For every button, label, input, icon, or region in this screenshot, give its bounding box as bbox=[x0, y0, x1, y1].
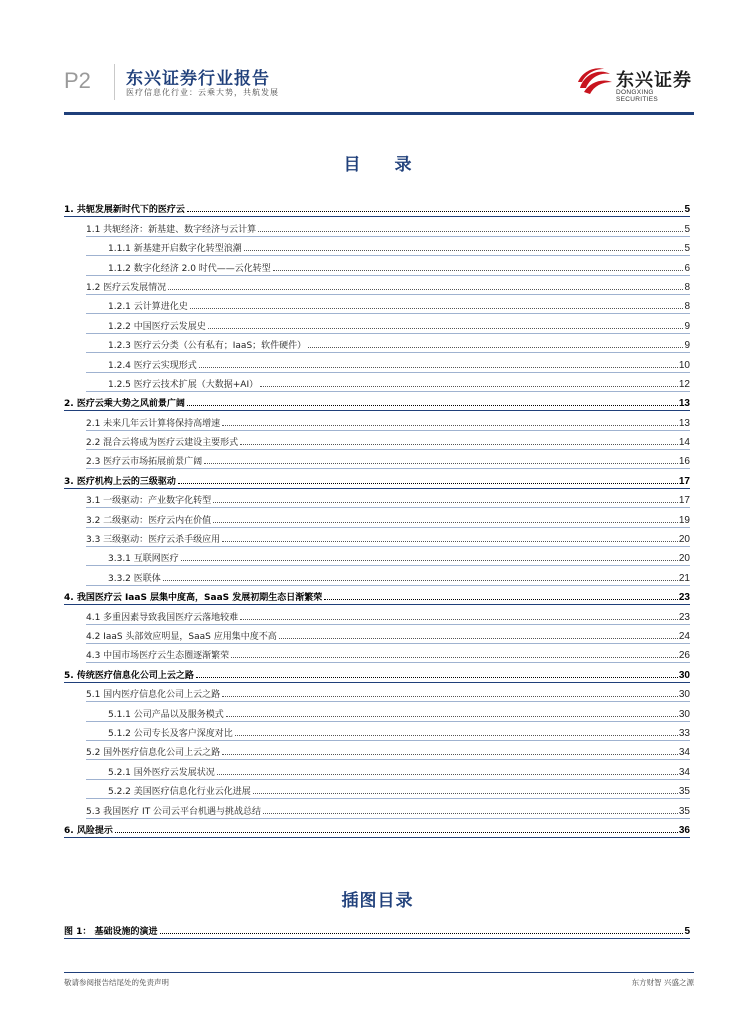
toc-entry-label: 1.1.1 新基建开启数字化转型浪潮 bbox=[108, 244, 242, 255]
dot-leader bbox=[222, 541, 678, 542]
toc-entry[interactable] bbox=[64, 411, 690, 430]
figure-entry-page: 5 bbox=[684, 926, 690, 938]
dot-leader bbox=[222, 696, 678, 697]
toc-entry-label: 4.2 IaaS 头部效应明显，SaaS 应用集中度不高 bbox=[86, 631, 277, 642]
toc-entry[interactable] bbox=[64, 217, 690, 236]
dot-leader bbox=[273, 270, 684, 271]
toc-entry-page: 17 bbox=[678, 475, 690, 487]
dot-leader bbox=[163, 580, 678, 581]
dot-leader bbox=[279, 638, 678, 639]
dot-leader bbox=[263, 813, 678, 814]
toc-entry-label: 5.3 我国医疗 IT 公司云平台机遇与挑战总结 bbox=[86, 806, 262, 817]
toc-entry-label: 4.3 中国市场医疗云生态圈逐渐繁荣 bbox=[86, 651, 230, 662]
toc-entry-label: 5.2 国外医疗信息化公司上云之路 bbox=[86, 748, 221, 759]
dot-leader bbox=[226, 716, 678, 717]
dot-leader bbox=[240, 619, 678, 620]
toc-entry-label: 2. 医疗云乘大势之风前景广阔 bbox=[64, 399, 185, 410]
toc-entry[interactable] bbox=[64, 295, 690, 314]
toc-entry-label: 5.2.1 国外医疗云发展状况 bbox=[108, 767, 215, 778]
toc-entry-page: 5 bbox=[684, 204, 690, 216]
dot-leader bbox=[258, 231, 683, 232]
toc-entry[interactable] bbox=[64, 528, 690, 547]
toc-entry-page: 36 bbox=[678, 824, 690, 836]
toc-entry-page: 30 bbox=[678, 708, 690, 720]
toc-entry-label: 3. 医疗机构上云的三级驱动 bbox=[64, 476, 176, 487]
toc-entry[interactable] bbox=[64, 392, 690, 411]
toc-entry[interactable] bbox=[64, 314, 690, 333]
toc-entry[interactable] bbox=[64, 625, 690, 644]
toc-entry-label: 3.3 三级驱动：医疗云杀手级应用 bbox=[86, 535, 221, 546]
toc-entry[interactable] bbox=[64, 237, 690, 256]
toc-entry-page: 5 bbox=[684, 243, 690, 255]
toc-entry[interactable] bbox=[64, 741, 690, 760]
toc-entry-label: 5.1.1 公司产品以及服务模式 bbox=[108, 709, 224, 720]
toc-entry-page: 8 bbox=[684, 301, 690, 313]
toc-entry[interactable] bbox=[64, 566, 690, 585]
toc-entry-label: 4.1 多重因素导致我国医疗云落地较难 bbox=[86, 612, 239, 623]
footer-disclaimer: 敬请参阅报告结尾处的免责声明 bbox=[64, 978, 169, 987]
toc-entry-page: 14 bbox=[678, 437, 690, 449]
logo-chinese-name: 东兴证券 bbox=[616, 70, 692, 91]
header-separator bbox=[114, 64, 115, 100]
toc-entry-page: 12 bbox=[678, 378, 690, 390]
toc-entry[interactable] bbox=[64, 256, 690, 275]
toc-entry-page: 23 bbox=[678, 611, 690, 623]
toc-entry-label: 1.1 共轭经济：新基建、数字经济与云计算 bbox=[86, 224, 257, 235]
toc-entry[interactable] bbox=[64, 547, 690, 566]
toc-entry-page: 21 bbox=[678, 572, 690, 584]
toc-entry[interactable] bbox=[64, 450, 690, 469]
toc-entry-label: 2.2 混合云将成为医疗云建设主要形式 bbox=[86, 438, 239, 449]
toc-entry[interactable] bbox=[64, 683, 690, 702]
toc-entry[interactable] bbox=[64, 198, 690, 217]
header-rule bbox=[64, 112, 694, 115]
toc-entry-label: 3.3.2 医联体 bbox=[108, 573, 161, 584]
dot-leader bbox=[178, 483, 678, 484]
toc-entry-label: 6. 风险提示 bbox=[64, 825, 113, 836]
dot-leader bbox=[160, 933, 684, 934]
toc-entry[interactable] bbox=[64, 644, 690, 663]
figure-entry-label: 图 1： 基础设施的演进 bbox=[64, 927, 158, 938]
figure-list-title: 插图目录 bbox=[341, 891, 414, 911]
toc-entry-page: 35 bbox=[678, 786, 690, 798]
toc-entry[interactable] bbox=[64, 353, 690, 372]
toc-entry-page: 20 bbox=[678, 534, 690, 546]
toc-entry-page: 5 bbox=[684, 223, 690, 235]
toc-entry-label: 3.1 一级驱动：产业数字化转型 bbox=[86, 496, 212, 507]
dot-leader bbox=[213, 502, 678, 503]
company-logo bbox=[574, 62, 694, 102]
footer-rule bbox=[64, 972, 694, 973]
dot-leader bbox=[208, 328, 684, 329]
dot-leader bbox=[235, 735, 678, 736]
dot-leader bbox=[168, 289, 683, 290]
toc-entry-page: 20 bbox=[678, 553, 690, 565]
toc-entry-label: 5. 传统医疗信息化公司上云之路 bbox=[64, 670, 194, 681]
toc-entry-label: 3.2 二级驱动：医疗云内在价值 bbox=[86, 515, 212, 526]
toc-entry-label: 1.2.3 医疗云分类（公有私有；IaaS；软件硬件） bbox=[108, 341, 307, 352]
dot-leader bbox=[308, 347, 683, 348]
toc-entry[interactable] bbox=[64, 276, 690, 295]
dot-leader bbox=[181, 560, 678, 561]
dot-leader bbox=[217, 774, 678, 775]
report-subtitle: 医疗信息化行业：云乘大势，共航发展 bbox=[126, 88, 279, 97]
dot-leader bbox=[213, 522, 678, 523]
toc-entry-page: 26 bbox=[678, 650, 690, 662]
toc-entry-label: 5.1 国内医疗信息化公司上云之路 bbox=[86, 690, 221, 701]
toc-entry-label: 1.2.4 医疗云实现形式 bbox=[108, 360, 197, 371]
toc-entry[interactable] bbox=[64, 760, 690, 779]
toc-entry-page: 34 bbox=[678, 766, 690, 778]
figure-list bbox=[64, 920, 690, 939]
toc-entry-label: 1.2.1 云计算进化史 bbox=[108, 302, 188, 313]
toc-entry[interactable] bbox=[64, 431, 690, 450]
dot-leader bbox=[244, 250, 684, 251]
toc-entry-page: 30 bbox=[678, 689, 690, 701]
toc-entry[interactable] bbox=[64, 334, 690, 353]
toc-entry[interactable] bbox=[64, 799, 690, 818]
dot-leader bbox=[240, 444, 678, 445]
toc-entry[interactable] bbox=[64, 586, 690, 605]
dot-leader bbox=[253, 793, 678, 794]
toc-entry-label: 1.2 医疗云发展情况 bbox=[86, 282, 167, 293]
toc-entry-label: 5.2.2 美国医疗信息化行业云化进展 bbox=[108, 787, 251, 798]
toc-entry-page: 13 bbox=[678, 398, 690, 410]
logo-english-name: DONGXING SECURITIES bbox=[616, 89, 659, 103]
dot-leader bbox=[187, 405, 678, 406]
toc-entry-label: 3.3.1 互联网医疗 bbox=[108, 554, 179, 565]
toc-entry[interactable] bbox=[64, 780, 690, 799]
toc-entry[interactable] bbox=[64, 508, 690, 527]
toc-entry[interactable] bbox=[64, 702, 690, 721]
toc-entry-page: 23 bbox=[678, 592, 690, 604]
toc-entry-page: 34 bbox=[678, 747, 690, 759]
page-header bbox=[64, 62, 694, 112]
dot-leader bbox=[222, 754, 678, 755]
toc-entry-page: 9 bbox=[684, 320, 690, 332]
figure-entry[interactable] bbox=[64, 920, 690, 939]
dot-leader bbox=[231, 657, 678, 658]
toc-entry-label: 1.2.5 医疗云技术扩展（大数据+AI） bbox=[108, 379, 259, 390]
toc-entry[interactable] bbox=[64, 663, 690, 682]
dot-leader bbox=[187, 211, 684, 212]
dot-leader bbox=[204, 463, 678, 464]
footer-slogan: 东方财智 兴盛之源 bbox=[631, 978, 694, 987]
toc-entry-page: 10 bbox=[678, 359, 690, 371]
toc-entry-page: 19 bbox=[678, 514, 690, 526]
toc-entry-label: 2.1 未来几年云计算将保持高增速 bbox=[86, 418, 221, 429]
dot-leader bbox=[196, 677, 678, 678]
dot-leader bbox=[324, 599, 678, 600]
toc-entry-page: 8 bbox=[684, 281, 690, 293]
toc-entry-page: 13 bbox=[678, 417, 690, 429]
toc-entry-page: 30 bbox=[678, 669, 690, 681]
report-title: 东兴证券行业报告 bbox=[126, 69, 270, 89]
dot-leader bbox=[190, 308, 684, 309]
toc-entry[interactable] bbox=[64, 819, 690, 838]
toc-title: 目 录 bbox=[343, 155, 426, 175]
toc-entry-page: 9 bbox=[684, 340, 690, 352]
toc-entry-label: 5.1.2 公司专长及客户深度对比 bbox=[108, 728, 233, 739]
dot-leader bbox=[222, 425, 678, 426]
page-number: P2 bbox=[64, 68, 91, 93]
logo-emblem-icon bbox=[576, 66, 614, 98]
toc-entry-label: 1.2.2 中国医疗云发展史 bbox=[108, 321, 206, 332]
toc-entry-label: 1. 共轭发展新时代下的医疗云 bbox=[64, 205, 185, 216]
toc-entry[interactable] bbox=[64, 722, 690, 741]
toc-entry-label: 1.1.2 数字化经济 2.0 时代——云化转型 bbox=[108, 263, 271, 274]
toc-entry-page: 16 bbox=[678, 456, 690, 468]
toc-entry[interactable] bbox=[64, 469, 690, 488]
toc-entry-label: 4. 我国医疗云 IaaS 层集中度高，SaaS 发展初期生态日渐繁荣 bbox=[64, 593, 323, 604]
toc-entry-page: 35 bbox=[678, 805, 690, 817]
toc-entry-page: 24 bbox=[678, 630, 690, 642]
toc-entry-page: 17 bbox=[678, 495, 690, 507]
toc-entry[interactable] bbox=[64, 489, 690, 508]
toc-entry-page: 6 bbox=[684, 262, 690, 274]
toc-entry-page: 33 bbox=[678, 727, 690, 739]
toc-entry[interactable] bbox=[64, 605, 690, 624]
toc-entry[interactable] bbox=[64, 373, 690, 392]
table-of-contents bbox=[64, 198, 690, 838]
dot-leader bbox=[115, 832, 678, 833]
dot-leader bbox=[199, 367, 678, 368]
dot-leader bbox=[260, 386, 678, 387]
toc-entry-label: 2.3 医疗云市场拓展前景广阔 bbox=[86, 457, 203, 468]
